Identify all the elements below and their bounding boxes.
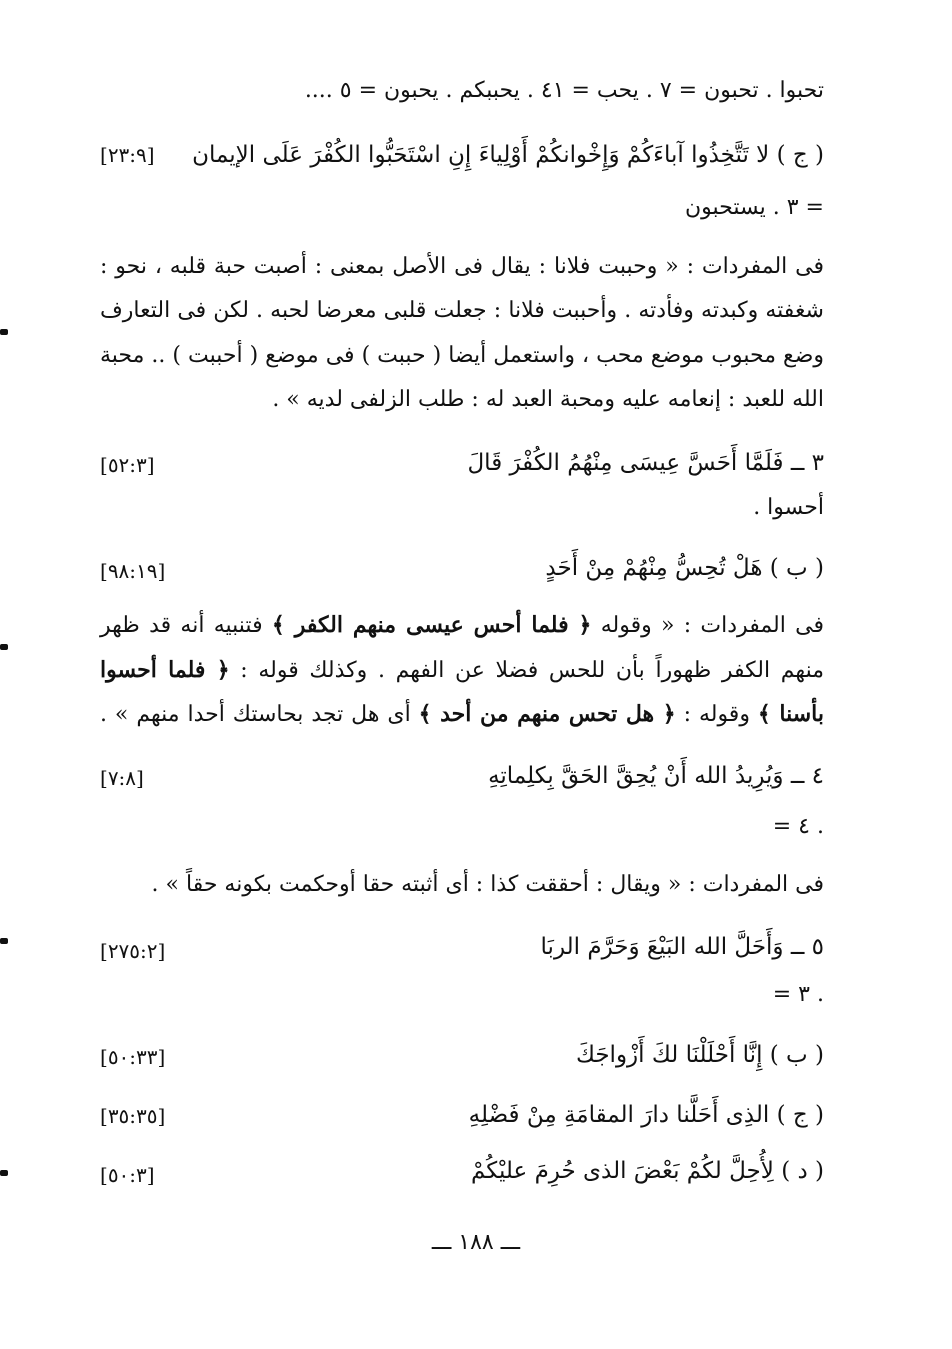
text-line: = ٤ .: [772, 814, 824, 839]
quran-quote: ﴿ هل تحس منهم من أحد ﴾: [418, 701, 676, 727]
text-line: تحبوا . تحبون = ٧ . يحب = ٤١ . يحببكم . يحبون = ٥ ....: [304, 78, 824, 103]
quran-quote: ﴿ فلما أحس عيسى منهم الكفر ﴾: [271, 612, 592, 638]
verse-line: ( ج ) الذِى أَحَلَّنا دارَ المقامَةِ مِنْ فَضْلِهِ: [468, 1102, 824, 1128]
margin-mark: [0, 329, 8, 335]
text-line: = ٣ . يستحبون: [685, 195, 824, 220]
text-line: = ٣ .: [772, 982, 824, 1007]
text-segment: منهم الكفر ظهوراً بأن للحس فضلا عن الفهم . وكذلك قوله :: [229, 658, 824, 683]
text-segment: وقوله :: [675, 702, 758, 727]
margin-mark: [0, 938, 8, 944]
verse-reference: [٢٣:٩]: [100, 143, 155, 167]
text-line: [100, 610, 824, 641]
verse-reference: [٥٠:٣]: [100, 1163, 155, 1187]
page-number: ـــ ١٨٨ ـــ: [431, 1230, 521, 1255]
verse-line: ( ب ) إِنَّا أَحْلَلْنَا لكَ أَزْواجَكَ: [575, 1042, 824, 1068]
text-line: [100, 699, 824, 730]
text-segment: فى المفردات : « وقوله: [591, 613, 824, 638]
verse-reference: [٩٨:١٩]: [100, 559, 166, 583]
verse-line: ٥ ــ وَأَحَلَّ الله البَيْعَ وَحَرَّمَ الربَا: [540, 934, 824, 960]
verse-line: ( د ) لِأُحِلَّ لكُمْ بَعْضَ الذى حُرِمَ عليْكُمْ: [470, 1158, 824, 1184]
verse-line: ٤ ــ وَيُرِيدُ الله أَنْ يُحِقَّ الحَقَّ بِكلِماتِهِ: [488, 763, 824, 789]
verse-line: ( ب ) هَلْ تُحِسُّ مِنْهُمْ مِنْ أَحَدٍ: [545, 555, 824, 581]
verse-line: ٣ ــ فَلَمَّا أَحَسَّ عِيسَى مِنْهُمُ الكُفْرَ قَالَ: [467, 450, 824, 476]
text-line: فى المفردات : « ويقال : أحققت كذا : أى أثبته حقا أوحكمت بكونه حقاً » .: [151, 872, 824, 897]
text-line: الله للعبد : إنعامه عليه ومحبة العبد له : طلب الزلفى لديه » .: [272, 387, 824, 412]
quran-quote: بأسنا ﴾: [757, 701, 824, 727]
margin-mark: [0, 644, 8, 650]
text-line: أحسوا .: [753, 495, 824, 520]
verse-reference: [٧:٨]: [100, 766, 144, 790]
verse-reference: [٥٢:٣]: [100, 453, 155, 477]
quran-quote: ﴿ فلما أحسوا: [100, 657, 230, 683]
verse-line: ( ج ) لا تَتَّخِذُوا آباءَكُمْ وَإِخْوانكُمْ أَوْلِياءَ إِنِ اسْتَحَبُّوا الكُفْرَ عَلَى الإيمان: [192, 142, 824, 168]
text-line: وضع محبوب موضع محب ، واستعمل أيضا ( حببت ) فى موضع ( أحببت ) .. محبة: [100, 343, 824, 368]
verse-reference: [٢٧٥:٢]: [100, 939, 166, 963]
text-line: فى المفردات : « وحببت فلانا : يقال فى الأصل بمعنى : أصبت حبة قلبه ، نحو :: [100, 254, 824, 279]
text-segment: أى هل تجد بحاستك أحدا منهم » .: [100, 702, 419, 727]
verse-reference: [٥٠:٣٣]: [100, 1045, 166, 1069]
verse-reference: [٣٥:٣٥]: [100, 1104, 166, 1128]
text-line: شغفته وكبدته وفأدته . وأحببت فلانا : جعلت قلبى معرضا لحبه . لكن فى التعارف: [100, 298, 824, 323]
margin-mark: [0, 1170, 8, 1176]
text-line: [100, 655, 824, 686]
text-segment: فتنبيه أنه قد ظهر: [100, 613, 272, 638]
